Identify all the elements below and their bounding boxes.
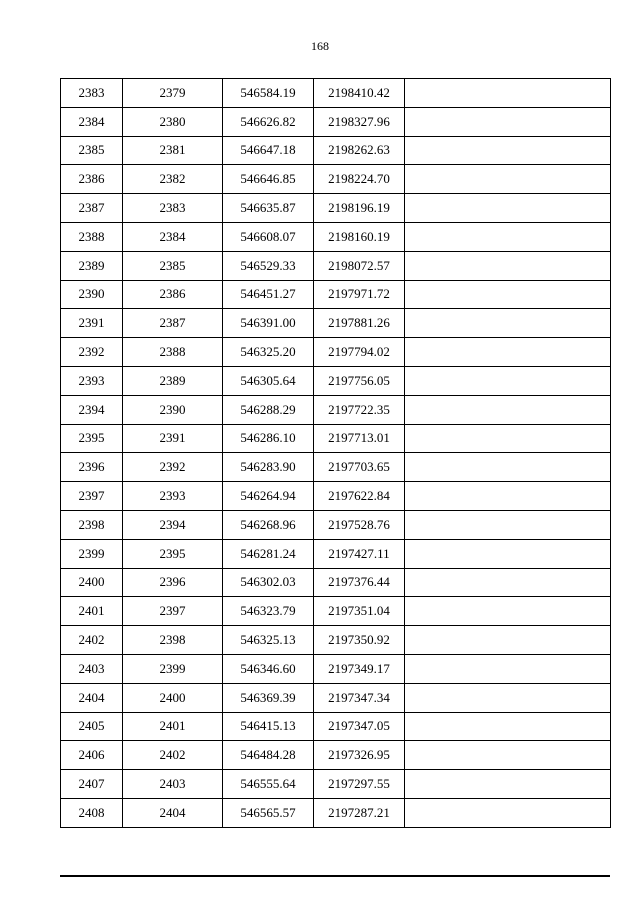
y-coordinate-cell: 2197713.01 bbox=[314, 424, 405, 453]
point-id-cell: 2403 bbox=[123, 770, 223, 799]
notes-cell bbox=[405, 453, 611, 482]
row-number-cell: 2385 bbox=[61, 136, 123, 165]
y-coordinate-cell: 2197756.05 bbox=[314, 366, 405, 395]
notes-cell bbox=[405, 338, 611, 367]
notes-cell bbox=[405, 770, 611, 799]
y-coordinate-cell: 2197350.92 bbox=[314, 626, 405, 655]
y-coordinate-cell: 2198224.70 bbox=[314, 165, 405, 194]
row-number-cell: 2392 bbox=[61, 338, 123, 367]
row-number-cell: 2404 bbox=[61, 683, 123, 712]
row-number-cell: 2405 bbox=[61, 712, 123, 741]
row-number-cell: 2399 bbox=[61, 539, 123, 568]
notes-cell bbox=[405, 79, 611, 108]
footer-rule bbox=[60, 875, 610, 877]
row-number-cell: 2408 bbox=[61, 798, 123, 827]
page-number: 168 bbox=[311, 39, 329, 53]
notes-cell bbox=[405, 654, 611, 683]
table-row bbox=[61, 654, 611, 683]
notes-cell bbox=[405, 165, 611, 194]
point-id-cell: 2380 bbox=[123, 107, 223, 136]
point-id-cell: 2389 bbox=[123, 366, 223, 395]
x-coordinate-cell: 546529.33 bbox=[223, 251, 314, 280]
row-number-cell: 2406 bbox=[61, 741, 123, 770]
table-row bbox=[61, 712, 611, 741]
point-id-cell: 2397 bbox=[123, 597, 223, 626]
y-coordinate-cell: 2197349.17 bbox=[314, 654, 405, 683]
y-coordinate-cell: 2197287.21 bbox=[314, 798, 405, 827]
table-body bbox=[61, 79, 611, 828]
notes-cell bbox=[405, 482, 611, 511]
row-number-cell: 2395 bbox=[61, 424, 123, 453]
table-row bbox=[61, 165, 611, 194]
y-coordinate-cell: 2197347.05 bbox=[314, 712, 405, 741]
point-id-cell: 2393 bbox=[123, 482, 223, 511]
point-id-cell: 2402 bbox=[123, 741, 223, 770]
notes-cell bbox=[405, 712, 611, 741]
x-coordinate-cell: 546484.28 bbox=[223, 741, 314, 770]
point-id-cell: 2401 bbox=[123, 712, 223, 741]
point-id-cell: 2383 bbox=[123, 194, 223, 223]
y-coordinate-cell: 2198262.63 bbox=[314, 136, 405, 165]
table-row bbox=[61, 194, 611, 223]
x-coordinate-cell: 546646.85 bbox=[223, 165, 314, 194]
table-row bbox=[61, 395, 611, 424]
y-coordinate-cell: 2197351.04 bbox=[314, 597, 405, 626]
x-coordinate-cell: 546264.94 bbox=[223, 482, 314, 511]
row-number-cell: 2401 bbox=[61, 597, 123, 626]
x-coordinate-cell: 546288.29 bbox=[223, 395, 314, 424]
table-row bbox=[61, 79, 611, 108]
table-row bbox=[61, 568, 611, 597]
point-id-cell: 2386 bbox=[123, 280, 223, 309]
point-id-cell: 2384 bbox=[123, 222, 223, 251]
y-coordinate-cell: 2198410.42 bbox=[314, 79, 405, 108]
notes-cell bbox=[405, 568, 611, 597]
notes-cell bbox=[405, 798, 611, 827]
notes-cell bbox=[405, 741, 611, 770]
notes-cell bbox=[405, 309, 611, 338]
table-row bbox=[61, 222, 611, 251]
x-coordinate-cell: 546286.10 bbox=[223, 424, 314, 453]
y-coordinate-cell: 2197722.35 bbox=[314, 395, 405, 424]
y-coordinate-cell: 2198072.57 bbox=[314, 251, 405, 280]
y-coordinate-cell: 2197347.34 bbox=[314, 683, 405, 712]
y-coordinate-cell: 2197703.65 bbox=[314, 453, 405, 482]
row-number-cell: 2389 bbox=[61, 251, 123, 280]
notes-cell bbox=[405, 597, 611, 626]
x-coordinate-cell: 546555.64 bbox=[223, 770, 314, 799]
table-row bbox=[61, 366, 611, 395]
x-coordinate-cell: 546325.20 bbox=[223, 338, 314, 367]
row-number-cell: 2402 bbox=[61, 626, 123, 655]
point-id-cell: 2387 bbox=[123, 309, 223, 338]
row-number-cell: 2403 bbox=[61, 654, 123, 683]
x-coordinate-cell: 546268.96 bbox=[223, 510, 314, 539]
y-coordinate-cell: 2198196.19 bbox=[314, 194, 405, 223]
x-coordinate-cell: 546635.87 bbox=[223, 194, 314, 223]
y-coordinate-cell: 2198327.96 bbox=[314, 107, 405, 136]
x-coordinate-cell: 546323.79 bbox=[223, 597, 314, 626]
y-coordinate-cell: 2197528.76 bbox=[314, 510, 405, 539]
point-id-cell: 2399 bbox=[123, 654, 223, 683]
table-row bbox=[61, 453, 611, 482]
point-id-cell: 2385 bbox=[123, 251, 223, 280]
table-row bbox=[61, 309, 611, 338]
x-coordinate-cell: 546281.24 bbox=[223, 539, 314, 568]
x-coordinate-cell: 546565.57 bbox=[223, 798, 314, 827]
row-number-cell: 2393 bbox=[61, 366, 123, 395]
notes-cell bbox=[405, 395, 611, 424]
y-coordinate-cell: 2197427.11 bbox=[314, 539, 405, 568]
y-coordinate-cell: 2197971.72 bbox=[314, 280, 405, 309]
table-row bbox=[61, 626, 611, 655]
table-row bbox=[61, 741, 611, 770]
table-row bbox=[61, 510, 611, 539]
x-coordinate-cell: 546305.64 bbox=[223, 366, 314, 395]
notes-cell bbox=[405, 539, 611, 568]
x-coordinate-cell: 546584.19 bbox=[223, 79, 314, 108]
table-row bbox=[61, 136, 611, 165]
point-id-cell: 2381 bbox=[123, 136, 223, 165]
row-number-cell: 2386 bbox=[61, 165, 123, 194]
row-number-cell: 2388 bbox=[61, 222, 123, 251]
x-coordinate-cell: 546369.39 bbox=[223, 683, 314, 712]
y-coordinate-cell: 2197376.44 bbox=[314, 568, 405, 597]
x-coordinate-cell: 546325.13 bbox=[223, 626, 314, 655]
notes-cell bbox=[405, 280, 611, 309]
y-coordinate-cell: 2197622.84 bbox=[314, 482, 405, 511]
row-number-cell: 2397 bbox=[61, 482, 123, 511]
table-row bbox=[61, 798, 611, 827]
x-coordinate-cell: 546415.13 bbox=[223, 712, 314, 741]
table-row bbox=[61, 770, 611, 799]
table-row bbox=[61, 683, 611, 712]
row-number-cell: 2384 bbox=[61, 107, 123, 136]
x-coordinate-cell: 546283.90 bbox=[223, 453, 314, 482]
point-id-cell: 2396 bbox=[123, 568, 223, 597]
y-coordinate-cell: 2197326.95 bbox=[314, 741, 405, 770]
notes-cell bbox=[405, 366, 611, 395]
row-number-cell: 2383 bbox=[61, 79, 123, 108]
x-coordinate-cell: 546608.07 bbox=[223, 222, 314, 251]
table-row bbox=[61, 597, 611, 626]
row-number-cell: 2387 bbox=[61, 194, 123, 223]
notes-cell bbox=[405, 136, 611, 165]
notes-cell bbox=[405, 683, 611, 712]
row-number-cell: 2391 bbox=[61, 309, 123, 338]
table-row bbox=[61, 280, 611, 309]
y-coordinate-cell: 2197794.02 bbox=[314, 338, 405, 367]
point-id-cell: 2390 bbox=[123, 395, 223, 424]
row-number-cell: 2400 bbox=[61, 568, 123, 597]
notes-cell bbox=[405, 222, 611, 251]
y-coordinate-cell: 2197881.26 bbox=[314, 309, 405, 338]
row-number-cell: 2407 bbox=[61, 770, 123, 799]
notes-cell bbox=[405, 626, 611, 655]
point-id-cell: 2379 bbox=[123, 79, 223, 108]
coordinates-table bbox=[60, 78, 611, 828]
notes-cell bbox=[405, 251, 611, 280]
point-id-cell: 2388 bbox=[123, 338, 223, 367]
x-coordinate-cell: 546451.27 bbox=[223, 280, 314, 309]
table-row bbox=[61, 338, 611, 367]
point-id-cell: 2400 bbox=[123, 683, 223, 712]
point-id-cell: 2392 bbox=[123, 453, 223, 482]
notes-cell bbox=[405, 510, 611, 539]
table-row bbox=[61, 107, 611, 136]
y-coordinate-cell: 2197297.55 bbox=[314, 770, 405, 799]
table-row bbox=[61, 482, 611, 511]
table-row bbox=[61, 539, 611, 568]
x-coordinate-cell: 546391.00 bbox=[223, 309, 314, 338]
x-coordinate-cell: 546626.82 bbox=[223, 107, 314, 136]
x-coordinate-cell: 546302.03 bbox=[223, 568, 314, 597]
y-coordinate-cell: 2198160.19 bbox=[314, 222, 405, 251]
row-number-cell: 2394 bbox=[61, 395, 123, 424]
point-id-cell: 2395 bbox=[123, 539, 223, 568]
point-id-cell: 2391 bbox=[123, 424, 223, 453]
x-coordinate-cell: 546346.60 bbox=[223, 654, 314, 683]
x-coordinate-cell: 546647.18 bbox=[223, 136, 314, 165]
notes-cell bbox=[405, 424, 611, 453]
notes-cell bbox=[405, 194, 611, 223]
row-number-cell: 2390 bbox=[61, 280, 123, 309]
notes-cell bbox=[405, 107, 611, 136]
table-row bbox=[61, 251, 611, 280]
point-id-cell: 2394 bbox=[123, 510, 223, 539]
point-id-cell: 2382 bbox=[123, 165, 223, 194]
point-id-cell: 2404 bbox=[123, 798, 223, 827]
point-id-cell: 2398 bbox=[123, 626, 223, 655]
row-number-cell: 2398 bbox=[61, 510, 123, 539]
row-number-cell: 2396 bbox=[61, 453, 123, 482]
table-row bbox=[61, 424, 611, 453]
